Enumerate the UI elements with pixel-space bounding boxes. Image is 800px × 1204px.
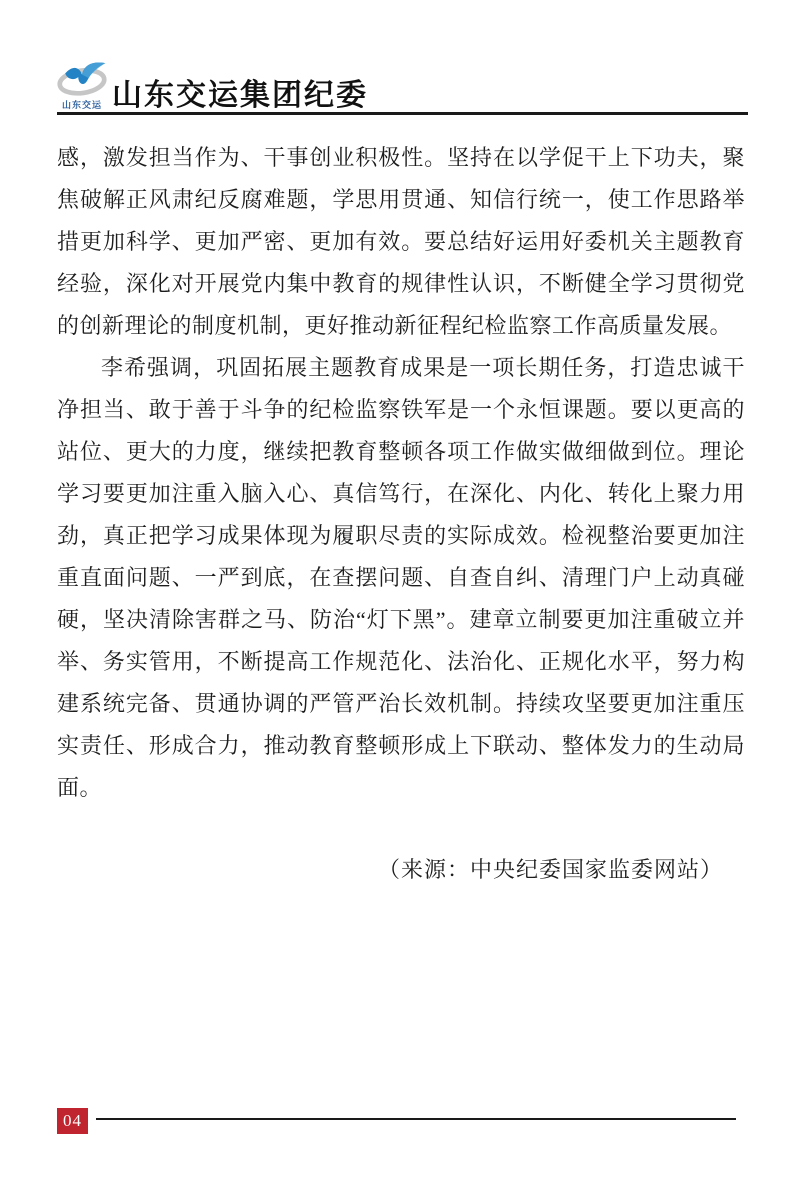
footer-divider <box>96 1118 736 1120</box>
company-logo <box>53 58 111 112</box>
body-paragraph-2: 李希强调，巩固拓展主题教育成果是一项长期任务，打造忠诚干净担当、敢于善于斗争的纪检监察铁军是一个永恒课题。要以更高的站位、更大的力度，继续把教育整顿各项工作做实做细做到位。理论学习要更加注重入脑入心、真信笃行，在深化、内化、转化上聚力用劲，真正把学习成果体现为履职尽责的实际成效。检视整治要更加注重直面问题、一严到底，在查摆问题、自查自纠、清理门户上动真碰硬，坚决清除害群之马、防治“灯下黑”。建章立制要更加注重破立并举、务实管用，不断提高工作规范化、法治化、正规化水平，努力构建系统完备、贯通协调的严管严治长效机制。持续攻坚要更加注重压实责任、形成合力，推动教育整顿形成上下联动、整体发力的生动局面。 <box>57 355 745 800</box>
body-paragraph-1: 感，激发担当作为、干事创业积极性。坚持在以学促干上下功夫，聚焦破解正风肃纪反腐难题，学思用贯通、知信行统一，使工作思路举措更加科学、更加严密、更加有效。要总结好运用好委机关主题教育经验，深化对开展党内集中教育的规律性认识，不断健全学习贯彻党的创新理论的制度机制，更好推动新征程纪检监察工作高质量发展。 <box>57 145 745 338</box>
page-title: 山东交运集团纪委 <box>112 79 368 112</box>
source-attribution: （来源：中央纪委国家监委网站） <box>377 857 723 882</box>
bird-logo-icon <box>54 58 110 100</box>
document-body <box>57 137 745 891</box>
page-number-badge: 04 <box>57 1108 88 1134</box>
header-divider <box>57 112 748 115</box>
logo-caption: 山东交运 <box>61 100 102 110</box>
